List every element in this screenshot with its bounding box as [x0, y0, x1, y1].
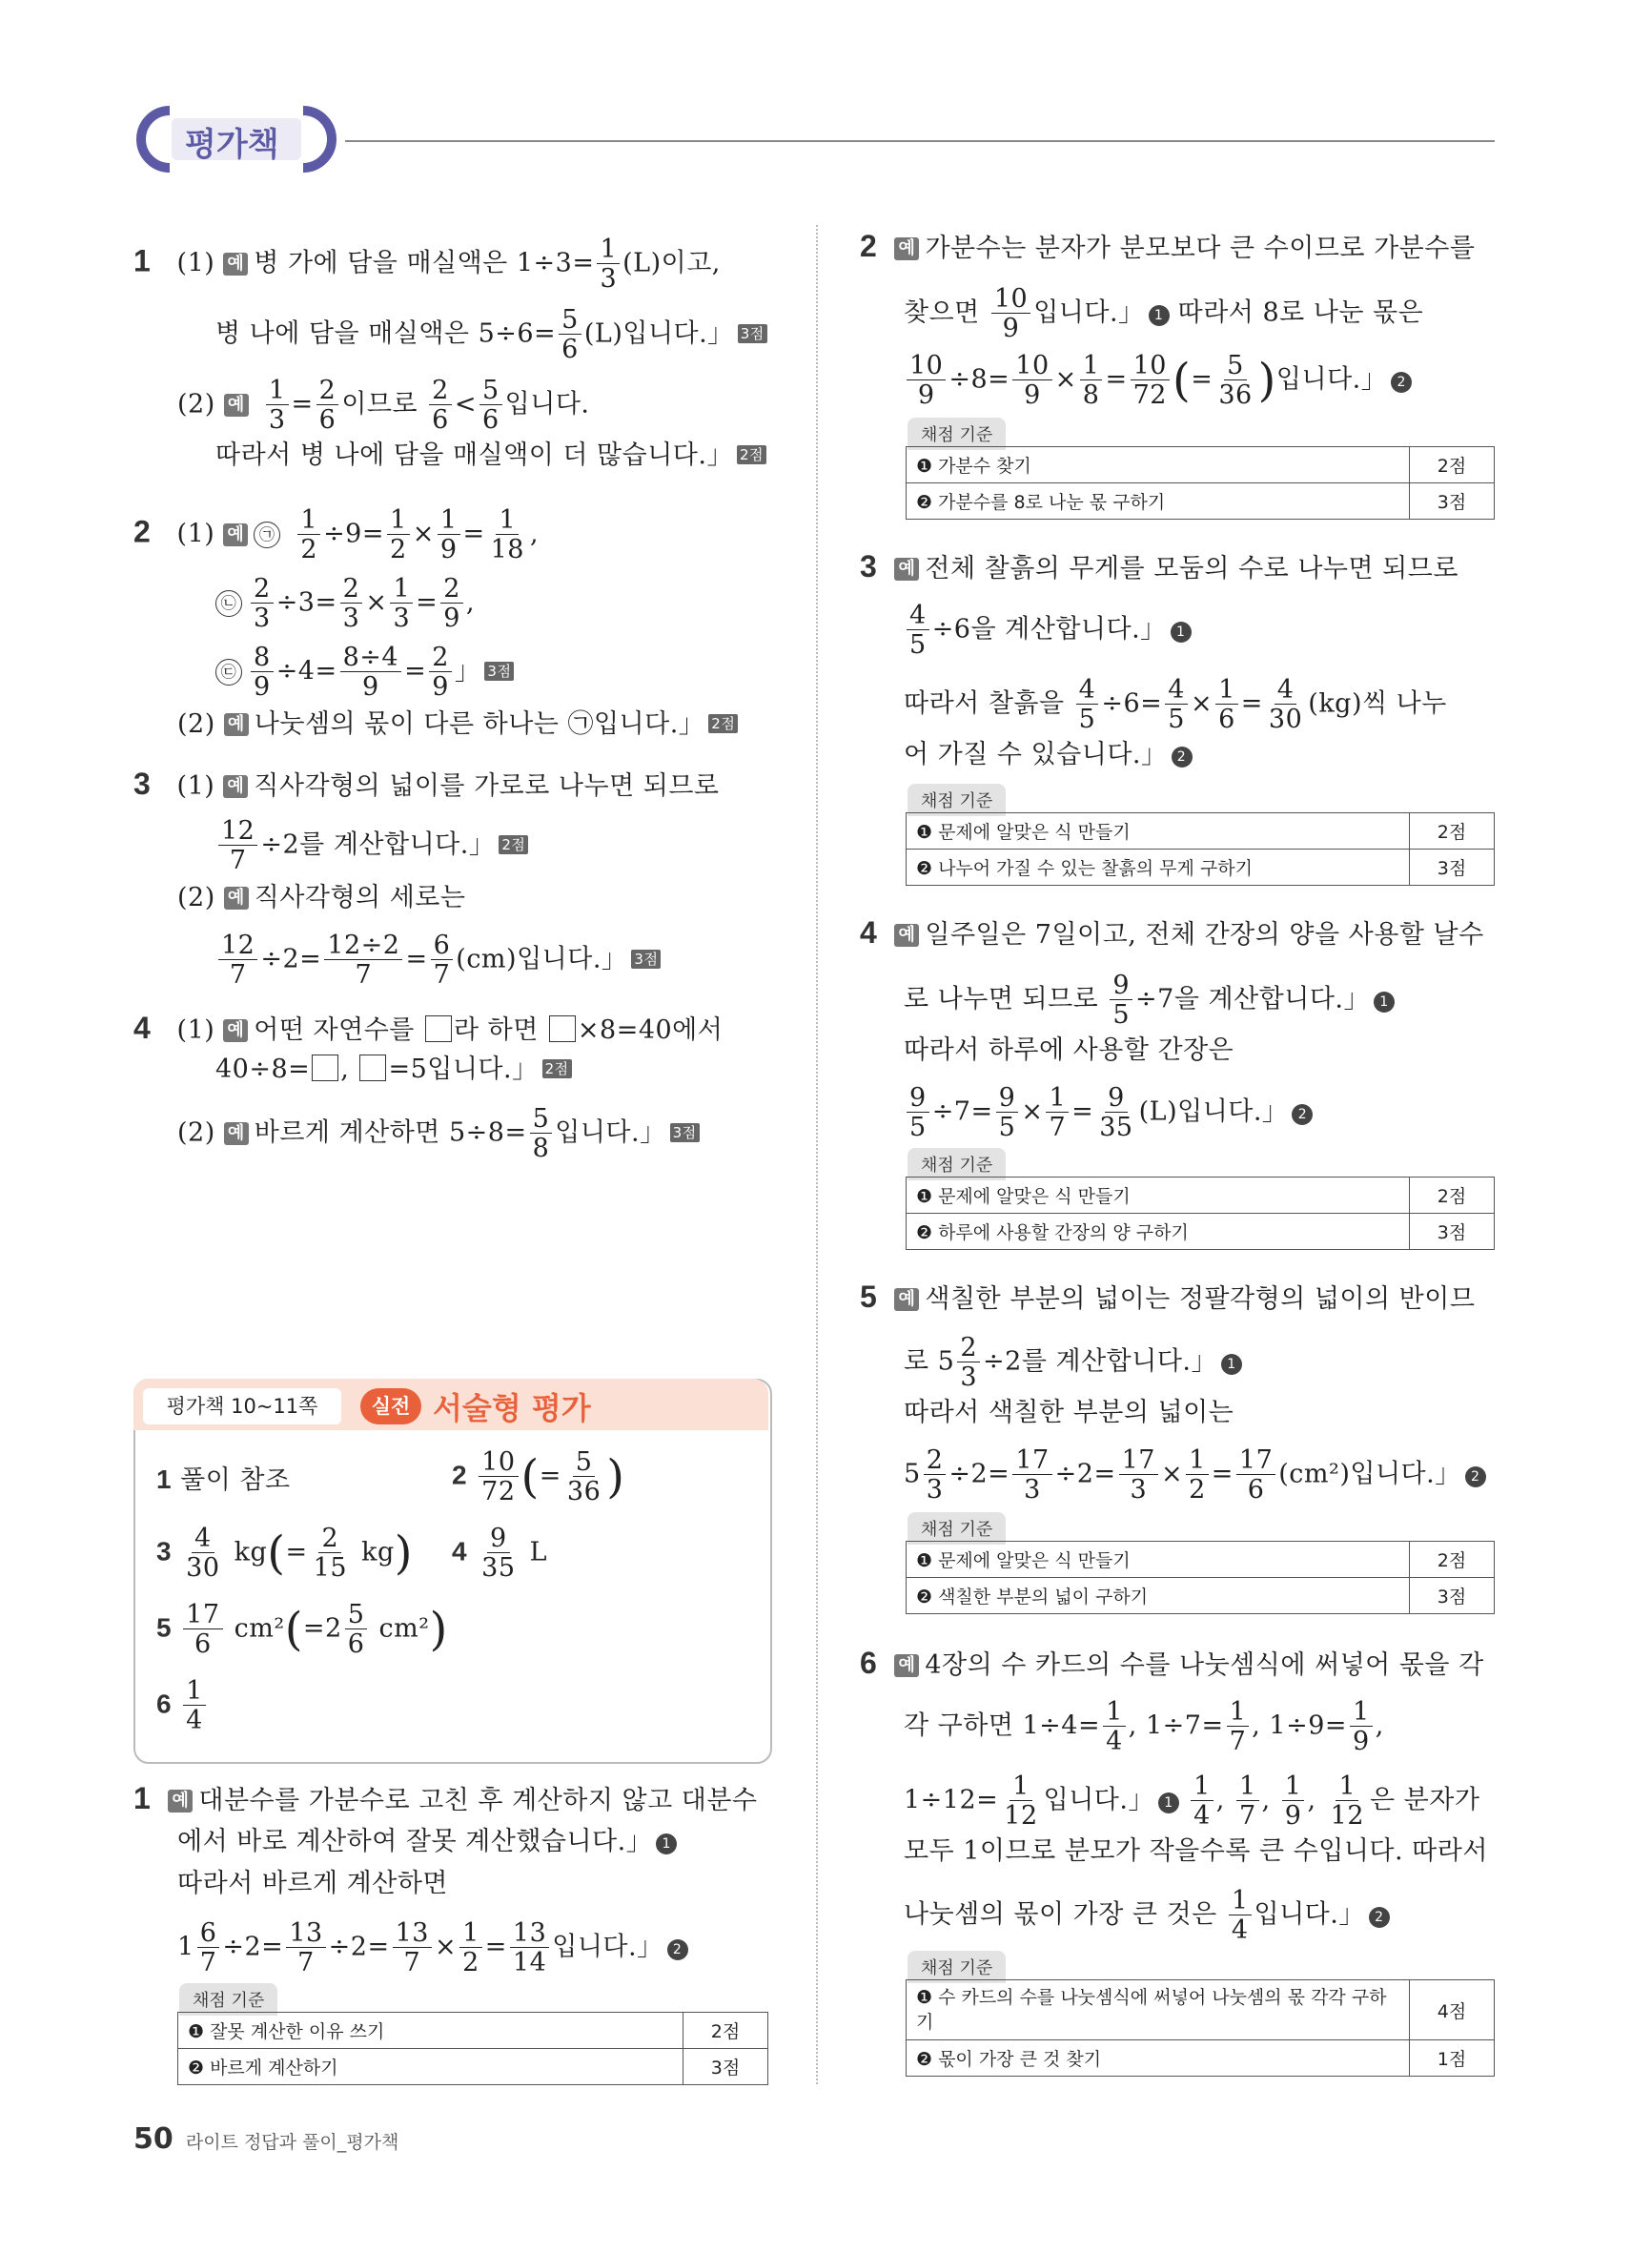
- s6-crit-table: [906, 1979, 1495, 2077]
- q2-line4: (2) 예 나눗셈의 몫이 다른 하나는 ㉠입니다.」 2점: [177, 706, 738, 744]
- q2-line3: ㉢ $\frac{8}{9}$ ÷4= $\frac{8\div 4}{9}$ = $\frac{2}{9}$ 」 3점: [215, 645, 514, 700]
- s2-crit-table: [906, 446, 1495, 520]
- q3-line4: $\frac{12}{7}$ ÷2= $\frac{12\div 2}{7}$ = $\frac{6}{7}$ (cm)입니다.」 3점: [215, 932, 661, 988]
- eval-title: 서술형 평가: [433, 1390, 591, 1426]
- s6-line1: 6 예 4장의 수 카드의 수를 나눗셈식에 써넣어 몫을 각: [860, 1646, 1484, 1680]
- header-rule: [345, 140, 1495, 142]
- crit-score: 2점: [683, 2013, 768, 2049]
- header-title: 평가책: [185, 126, 279, 164]
- crit-cell: ❷ 나누어 가질 수 있는 찰흙의 무게 구하기: [907, 850, 1410, 886]
- crit-cell: ❶ 문제에 알맞은 식 만들기: [907, 1542, 1410, 1578]
- footer-book-title: 라이트 정답과 풀이_평가책: [185, 2132, 399, 2153]
- crit-cell: ❷ 색칠한 부분의 넓이 구하기: [907, 1578, 1410, 1614]
- s1-line1: 1 예 대분수를 가분수로 고친 후 계산하지 않고 대분수: [133, 1781, 758, 1815]
- s5-crit-label: 채점 기준: [908, 1512, 1006, 1545]
- eval-ref: [143, 1388, 341, 1424]
- s4-crit-table: [906, 1177, 1495, 1250]
- table-row: [907, 813, 1495, 850]
- crit-cell: ❶ 문제에 알맞은 식 만들기: [907, 813, 1410, 850]
- crit-cell: ❶ 가분수 찾기: [907, 447, 1410, 483]
- crit-cell: ❷ 바르게 계산하기: [178, 2049, 683, 2085]
- q2-line1: 2 (1) 예 ㉠ $\frac{1}{2}$ ÷9= $\frac{1}{2}$ × $\frac{1}{9}$ = $\frac{1}{18}$ ,: [133, 505, 540, 564]
- eval-badge: [360, 1388, 421, 1424]
- s5-line3: 따라서 색칠한 부분의 넓이는: [904, 1398, 1234, 1427]
- s1-line2: 에서 바로 계산하여 잘못 계산했습니다.」 1: [177, 1823, 677, 1861]
- s1-crit-label: 채점 기준: [179, 1983, 277, 2016]
- q3-line2: $\frac{12}{7}$ ÷2를 계산합니다.」 2점: [215, 818, 528, 873]
- crit-cell: ❷ 가분수를 8로 나눈 몫 구하기: [907, 483, 1410, 520]
- s2-crit-label: 채점 기준: [908, 418, 1006, 450]
- crit-score: 2점: [1410, 813, 1495, 850]
- table-row: [178, 2049, 768, 2085]
- crit-score: 4점: [1410, 1980, 1495, 2040]
- eval-ref-text: 평가책 10~11쪽: [166, 1395, 318, 1418]
- table-row: [907, 1578, 1495, 1614]
- q3-line3: (2) 예 직사각형의 세로는: [177, 883, 466, 912]
- crit-score: 3점: [1410, 483, 1495, 520]
- s3-line1: 3 예 전체 찰흙의 무게를 모둠의 수로 나누면 되므로: [860, 549, 1458, 584]
- s3-line2: $\frac{4}{5}$ ÷6을 계산합니다.」 1: [904, 603, 1192, 658]
- eval-answer-5: 5 $\frac{17}{6}$ cm²(=2 $\frac{5}{6}$ cm²): [156, 1600, 448, 1659]
- q2-line2: ㉡ $\frac{2}{3}$ ÷3= $\frac{2}{3}$ × $\frac{1}{3}$ = $\frac{2}{9}$ ,: [215, 576, 475, 631]
- column-divider: [816, 225, 818, 2084]
- s4-line2: 로 나누면 되므로 $\frac{9}{5}$ ÷7을 계산합니다.」 1: [904, 973, 1395, 1028]
- s3-crit-label: 채점 기준: [908, 784, 1006, 816]
- q1-line2: 병 나에 담을 매실액은 5÷6= $\frac{5}{6}$ (L)입니다.」 3점: [215, 307, 767, 362]
- q4-line3: (2) 예 바르게 계산하면 5÷8= $\frac{5}{8}$ 입니다.」 3점: [177, 1106, 700, 1161]
- q1-line4: 따라서 병 나에 담을 매실액이 더 많습니다.」 2점: [215, 437, 766, 475]
- s5-line2: 로 5 $\frac{2}{3}$ ÷2를 계산합니다.」 1: [904, 1335, 1242, 1390]
- s4-line1: 4 예 일주일은 7일이고, 전체 간장의 양을 사용할 날수: [860, 915, 1484, 950]
- s6-crit-label: 채점 기준: [908, 1951, 1006, 1983]
- crit-cell: ❷ 하루에 사용할 간장의 양 구하기: [907, 1214, 1410, 1250]
- table-row: [907, 2040, 1495, 2077]
- crit-score: 3점: [1410, 1578, 1495, 1614]
- eval-answer-2: 2 $\frac{10}{72}$ (= $\frac{5}{36}$ ): [452, 1447, 625, 1506]
- eval-badge-text: 실전: [371, 1395, 411, 1418]
- q1-line3: (2) 예 $\frac{1}{3}$ = $\frac{2}{6}$ 이므로 $\frac{2}{6}$ < $\frac{5}{6}$ 입니다.: [177, 376, 590, 435]
- table-row: [907, 1178, 1495, 1214]
- table-row: [907, 850, 1495, 886]
- table-row: [907, 483, 1495, 520]
- header-tab: [132, 105, 341, 174]
- crit-cell: ❷ 몫이 가장 큰 것 찾기: [907, 2040, 1410, 2077]
- eval-answer-6: 6 $\frac{1}{4}$: [156, 1678, 209, 1733]
- s4-line3: 따라서 하루에 사용할 간장은: [904, 1035, 1234, 1065]
- table-row: [907, 1980, 1495, 2040]
- s3-crit-table: [906, 812, 1495, 886]
- q1-line1: 1 (1) 예 병 가에 담을 매실액은 1÷3= $\frac{1}{3}$ (L)이고,: [133, 235, 721, 294]
- q4-line2: 40÷8= , =5입니다.」 2점: [215, 1051, 572, 1089]
- crit-score: 2점: [1410, 1542, 1495, 1578]
- s5-line1: 5 예 색칠한 부분의 넓이는 정팔각형의 넓이의 반이므: [860, 1280, 1476, 1314]
- crit-score: 3점: [683, 2049, 768, 2085]
- crit-score: 3점: [1410, 1214, 1495, 1250]
- s1-line4: 1 $\frac{6}{7}$ ÷2= $\frac{13}{7}$ ÷2= $\frac{13}{7}$ × $\frac{1}{2}$ = $\frac{13}{14}$ 입니다.」 2: [177, 1920, 688, 1976]
- s4-crit-label: 채점 기준: [908, 1148, 1006, 1180]
- s2-line3: $\frac{10}{9}$ ÷8= $\frac{10}{9}$ × $\frac{1}{8}$ = $\frac{10}{72}$ (= $\frac{5}{36}$ )입니다.」 2: [904, 353, 1412, 408]
- crit-score: 1점: [1410, 2040, 1495, 2077]
- s4-line4: $\frac{9}{5}$ ÷7= $\frac{9}{5}$ × $\frac{1}{7}$ = $\frac{9}{35}$ (L)입니다.」 2: [904, 1085, 1313, 1140]
- q3-line1: 3 (1) 예 직사각형의 넓이를 가로로 나누면 되므로: [133, 767, 720, 801]
- eval-answer-4: 4 $\frac{9}{35}$ L: [452, 1524, 548, 1583]
- crit-score: 2점: [1410, 447, 1495, 483]
- s6-line2: 각 구하면 1÷4= $\frac{1}{4}$ , 1÷7= $\frac{1}{7}$ , 1÷9= $\frac{1}{9}$ ,: [904, 1697, 1384, 1756]
- s3-line4: 어 가질 수 있습니다.」 2: [904, 736, 1193, 774]
- page-number: 50: [133, 2122, 173, 2156]
- table-row: [907, 447, 1495, 483]
- s3-line3: 따라서 찰흙을 $\frac{4}{5}$ ÷6= $\frac{4}{5}$ × $\frac{1}{6}$ = $\frac{4}{30}$ (kg)씩 나누: [904, 675, 1447, 734]
- s6-line3: 1÷12= $\frac{1}{12}$ 입니다.」 1 $\frac{1}{4}$ , $\frac{1}{7}$ , $\frac{1}{9}$ , $\frac{1}{12}$ 은 분자가: [904, 1772, 1480, 1831]
- crit-cell: ❶ 수 카드의 수를 나눗셈식에 써넣어 나눗셈의 몫 각각 구하기: [907, 1980, 1410, 2040]
- crit-score: 3점: [1410, 850, 1495, 886]
- eval-answer-1: 1 풀이 참조: [156, 1464, 291, 1495]
- s2-line2: 찾으면 $\frac{10}{9}$ 입니다.」 1 따라서 8로 나눈 몫은: [904, 284, 1424, 343]
- table-row: [907, 1214, 1495, 1250]
- s2-line1: 2 예 가분수는 분자가 분모보다 큰 수이므로 가분수를: [860, 229, 1476, 263]
- table-row: [907, 1542, 1495, 1578]
- s1-line3: 따라서 바르게 계산하면: [177, 1869, 448, 1898]
- s5-line4: 5 $\frac{2}{3}$ ÷2= $\frac{17}{3}$ ÷2= $\frac{17}{3}$ × $\frac{1}{2}$ = $\frac{17}{6}$ (cm²)입니다.」 2: [904, 1447, 1486, 1503]
- s6-line4: 모두 1이므로 분모가 작을수록 큰 수입니다. 따라서: [904, 1836, 1488, 1866]
- crit-cell: ❶ 문제에 알맞은 식 만들기: [907, 1178, 1410, 1214]
- eval-answer-3: 3 $\frac{4}{30}$ kg(= $\frac{2}{15}$ kg): [156, 1524, 413, 1583]
- footer: [133, 2122, 398, 2156]
- q4-line1: 4 (1) 예 어떤 자연수를 라 하면 ×8=40에서: [133, 1011, 724, 1045]
- crit-cell: ❶ 잘못 계산한 이유 쓰기: [178, 2013, 683, 2049]
- s1-crit-table: [177, 2012, 768, 2085]
- table-row: [178, 2013, 768, 2049]
- s6-line5: 나눗셈의 몫이 가장 큰 것은 $\frac{1}{4}$ 입니다.」 2: [904, 1888, 1390, 1943]
- crit-score: 2점: [1410, 1178, 1495, 1214]
- s5-crit-table: [906, 1541, 1495, 1614]
